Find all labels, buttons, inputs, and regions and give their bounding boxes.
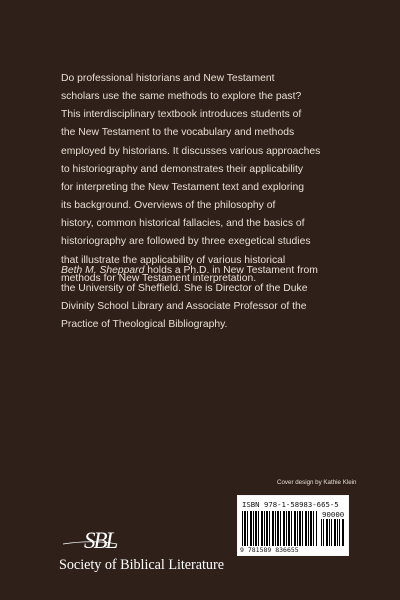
description-line: This interdisciplinary textbook introduces students of	[61, 109, 302, 121]
description-line: Do professional historians and New Testament	[61, 73, 275, 84]
description-line: historiography are followed by three exegetical studies	[61, 236, 311, 248]
description-line: the New Testament to the vocabulary and methods	[61, 127, 295, 139]
book-description	[61, 70, 357, 288]
isbn-barcode	[237, 495, 349, 556]
cover-design-credit: Cover design by Kathie Klein	[277, 479, 357, 486]
publisher-name: Society of Biblical Literature	[59, 557, 224, 573]
description-line: that illustrate the applicability of various historical	[61, 254, 286, 266]
description-line: its background. Overviews of the philosophy of	[61, 200, 276, 212]
isbn-number: ISBN 978-1-58983-665-5	[242, 500, 339, 509]
author-bio-line: Divinity School Library and Associate Professor of the	[61, 301, 307, 313]
author-bio	[61, 262, 361, 335]
author-bio-line: Practice of Theological Bibliography.	[61, 319, 228, 331]
price-code: 90000	[322, 510, 345, 519]
description-line: scholars use the same methods to explore the past?	[61, 91, 302, 103]
author-bio-text: holds a Ph.D. in New Testament from	[144, 265, 318, 276]
description-line: history, common historical fallacies, and the basics of	[61, 218, 305, 230]
ean-number: 9 781589 836655	[240, 546, 299, 554]
description-line: employed by historians. It discusses various approaches	[61, 145, 321, 157]
author-bio-line: the University of Sheffield. She is Director of the Duke	[61, 283, 308, 295]
description-line: to historiography and demonstrates their applicability	[61, 163, 304, 175]
description-line: methods for New Testament interpretation.	[61, 272, 257, 284]
author-name: Beth M. Sheppard	[61, 265, 145, 276]
logo-letters: SBL	[84, 528, 117, 553]
author-bio-line	[61, 262, 361, 280]
supplement-barcode-bars	[321, 519, 345, 546]
ean-barcode-bars	[242, 511, 317, 546]
description-line: for interpreting the New Testament text and exploring	[61, 181, 304, 193]
